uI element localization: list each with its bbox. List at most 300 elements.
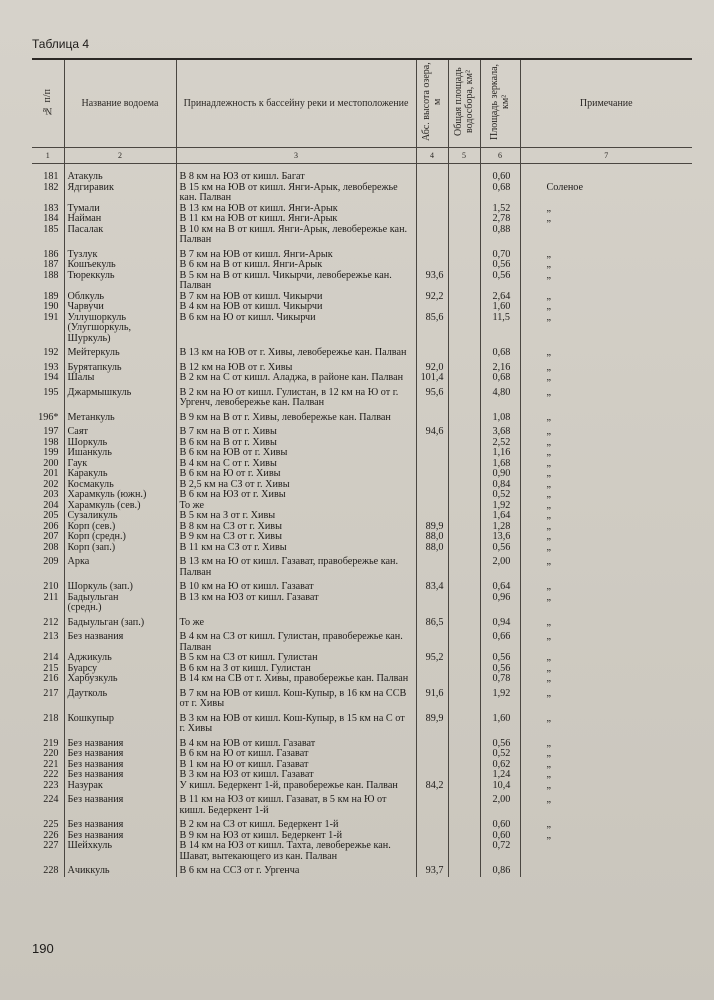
abs-height: 84,2: [416, 781, 448, 792]
abs-height: 95,6: [416, 384, 448, 409]
lake-name: Корп (зап.): [64, 543, 176, 554]
surface-area: 0,68: [480, 344, 520, 359]
abs-height: [416, 480, 448, 491]
abs-height: [416, 628, 448, 653]
location: В 11 км на ЮЗ от кишл. Газават, в 5 км на Ю от кишл. Бедеркент 1-й: [176, 791, 416, 816]
lake-name: Бурятапкуль: [64, 359, 176, 374]
table-row: [32, 164, 692, 183]
note: „: [520, 423, 692, 438]
location: В 6 км на Ю от г. Хивы: [176, 469, 416, 480]
catchment-area: [448, 578, 480, 593]
location: В 5 км на З от г. Хивы: [176, 511, 416, 522]
note: „: [520, 578, 692, 593]
header-area: Площадь зеркала, км²: [480, 59, 520, 148]
location: В 6 км на В от кишл. Янги-Арык: [176, 260, 416, 271]
abs-height: [416, 511, 448, 522]
lake-name: Шоркуль: [64, 438, 176, 449]
location: В 2,5 км на СЗ от г. Хивы: [176, 480, 416, 491]
table-row: [32, 614, 692, 629]
table-row: [32, 409, 692, 424]
surface-area: 3,68: [480, 423, 520, 438]
row-number: 209: [43, 556, 59, 567]
row-number: 204: [43, 499, 59, 511]
location: В 8 км на СЗ от г. Хивы: [176, 522, 416, 533]
row-number: 215: [43, 662, 59, 674]
abs-height: [416, 183, 448, 204]
lake-name: Тузлук: [64, 246, 176, 261]
location: В 9 км на СЗ от г. Хивы: [176, 532, 416, 543]
surface-area: 0,56: [480, 664, 520, 675]
surface-area: 1,60: [480, 710, 520, 735]
table-row: [32, 246, 692, 261]
catchment-area: [448, 831, 480, 842]
lake-name: Без названия: [64, 770, 176, 781]
row-number: 219: [43, 737, 59, 749]
abs-height: 91,6: [416, 685, 448, 710]
table-row: [32, 438, 692, 449]
note: „: [520, 359, 692, 374]
row-number: 191: [43, 311, 59, 323]
lake-name: Кошъекуль: [64, 260, 176, 271]
header-basin: Принадлежность к бассейну реки и местоположение: [176, 59, 416, 148]
lake-name: Арка: [64, 553, 176, 578]
surface-area: 0,60: [480, 816, 520, 831]
location: В 15 км на ЮВ от кишл. Янги-Арык, левобережье кан. Палван: [176, 183, 416, 204]
note: „: [520, 614, 692, 629]
catchment-area: [448, 791, 480, 816]
catchment-area: [448, 511, 480, 522]
catchment-area: [448, 344, 480, 359]
location: В 6 км на В от г. Хивы: [176, 438, 416, 449]
row-number: 206: [43, 520, 59, 532]
lake-name: Корп (средн.): [64, 532, 176, 543]
row-number: 221: [43, 758, 59, 770]
surface-area: 0,78: [480, 674, 520, 685]
lake-name: Аджикуль: [64, 653, 176, 664]
table-row: [32, 183, 692, 204]
catchment-area: [448, 614, 480, 629]
column-number: 4: [416, 148, 448, 164]
location: В 10 км на Ю от кишл. Газават: [176, 578, 416, 593]
page-number: 190: [32, 941, 54, 956]
note: „: [520, 749, 692, 760]
note: „: [520, 710, 692, 735]
row-number: 190: [43, 301, 59, 312]
table-caption: Таблица 4: [32, 37, 90, 51]
abs-height: [416, 344, 448, 359]
row-number: 208: [43, 541, 59, 553]
lake-name: Пасалак: [64, 225, 176, 246]
location: В 3 км на ЮВ от кишл. Кош-Купыр, в 15 км на С от г. Хивы: [176, 710, 416, 735]
table-row: [32, 313, 692, 345]
lake-name: Чарвучи: [64, 302, 176, 313]
table-row: [32, 770, 692, 781]
column-number: 6: [480, 148, 520, 164]
row-number: 195: [43, 386, 59, 398]
catchment-area: [448, 653, 480, 664]
surface-area: 0,84: [480, 480, 520, 491]
lake-name: Буарсу: [64, 664, 176, 675]
note: „: [520, 532, 692, 543]
note: „: [520, 448, 692, 459]
abs-height: [416, 760, 448, 771]
table-row: [32, 359, 692, 374]
location: В 4 км на С от г. Хивы: [176, 459, 416, 470]
row-number: 207: [43, 531, 59, 542]
abs-height: [416, 841, 448, 862]
lake-name: Ачиккуль: [64, 862, 176, 877]
abs-height: [416, 553, 448, 578]
catchment-area: [448, 423, 480, 438]
catchment-area: [448, 302, 480, 313]
catchment-area: [448, 448, 480, 459]
catchment-area: [448, 781, 480, 792]
catchment-area: [448, 532, 480, 543]
catchment-area: [448, 480, 480, 491]
note: [520, 164, 692, 183]
location: В 7 км на ЮВ от кишл. Янги-Арык: [176, 246, 416, 261]
note: „: [520, 653, 692, 664]
location: В 9 км на В от г. Хивы, левобережье кан. Палван: [176, 409, 416, 424]
surface-area: 0,56: [480, 260, 520, 271]
location: В 14 км на ЮЗ от кишл. Тахта, левобережье кан. Шават, вытекающего из кан. Палван: [176, 841, 416, 862]
location: В 1 км на Ю от кишл. Газават: [176, 760, 416, 771]
catchment-area: [448, 674, 480, 685]
surface-area: 10,4: [480, 781, 520, 792]
location: В 6 км на ЮВ от г. Хивы: [176, 448, 416, 459]
lake-name: Джармышкуль: [64, 384, 176, 409]
surface-area: 0,56: [480, 271, 520, 292]
abs-height: 92,0: [416, 359, 448, 374]
catchment-area: [448, 292, 480, 303]
lake-name: Найман: [64, 214, 176, 225]
abs-height: 85,6: [416, 313, 448, 345]
row-number: 181: [43, 171, 59, 182]
surface-area: 0,56: [480, 735, 520, 750]
lake-name: Без названия: [64, 735, 176, 750]
catchment-area: [448, 490, 480, 501]
column-number-row: [32, 148, 692, 164]
table-row: [32, 423, 692, 438]
table-row: [32, 674, 692, 685]
table-row: [32, 628, 692, 653]
row-number: 211: [43, 591, 59, 603]
abs-height: [416, 164, 448, 183]
abs-height: [416, 816, 448, 831]
lake-name: Кошкупыр: [64, 710, 176, 735]
surface-area: 1,52: [480, 204, 520, 215]
catchment-area: [448, 183, 480, 204]
abs-height: 89,9: [416, 522, 448, 533]
lake-name: Бадыульган (зап.): [64, 614, 176, 629]
lake-name: Каракуль: [64, 469, 176, 480]
note: „: [520, 553, 692, 578]
lake-name: Гаук: [64, 459, 176, 470]
surface-area: 0,72: [480, 841, 520, 862]
row-number: 216: [43, 673, 59, 684]
location: В 6 км на ССЗ от г. Ургенча: [176, 862, 416, 877]
abs-height: 88,0: [416, 532, 448, 543]
note: „: [520, 246, 692, 261]
column-number: 5: [448, 148, 480, 164]
lake-name: Харбузкуль: [64, 674, 176, 685]
row-number: 217: [43, 687, 59, 699]
surface-area: 0,96: [480, 593, 520, 614]
note: „: [520, 313, 692, 345]
catchment-area: [448, 816, 480, 831]
table-row: [32, 292, 692, 303]
row-number: 198: [43, 436, 59, 448]
note: „: [520, 480, 692, 491]
table-row: [32, 448, 692, 459]
catchment-area: [448, 359, 480, 374]
lake-name: Шалы: [64, 373, 176, 384]
table-row: [32, 459, 692, 470]
table-row: [32, 653, 692, 664]
table-row: [32, 214, 692, 225]
location: В 7 км на ЮВ от кишл. Чикырчи: [176, 292, 416, 303]
catchment-area: [448, 543, 480, 554]
location: В 14 км на СВ от г. Хивы, правобережье кан. Палван: [176, 674, 416, 685]
location: В 5 км на СЗ от кишл. Гулистан: [176, 653, 416, 664]
catchment-area: [448, 246, 480, 261]
catchment-area: [448, 770, 480, 781]
row-number: 227: [43, 840, 59, 851]
surface-area: 0,94: [480, 614, 520, 629]
catchment-area: [448, 271, 480, 292]
catchment-area: [448, 685, 480, 710]
lake-name: Шейхкуль: [64, 841, 176, 862]
catchment-area: [448, 664, 480, 675]
row-number: 212: [43, 616, 59, 628]
abs-height: [416, 735, 448, 750]
table-row: [32, 511, 692, 522]
note: „: [520, 409, 692, 424]
row-number: 185: [43, 223, 59, 235]
location: В 6 км на Ю от кишл. Газават: [176, 749, 416, 760]
abs-height: [416, 302, 448, 313]
abs-height: [416, 225, 448, 246]
surface-area: 0,56: [480, 653, 520, 664]
catchment-area: [448, 593, 480, 614]
table-row: [32, 271, 692, 292]
header-notes: Примечание: [520, 59, 692, 148]
table-row: [32, 501, 692, 512]
row-number: 188: [43, 269, 59, 281]
note: „: [520, 735, 692, 750]
table-row: [32, 469, 692, 480]
catchment-area: [448, 459, 480, 470]
surface-area: 0,68: [480, 373, 520, 384]
note: „: [520, 501, 692, 512]
catchment-area: [448, 760, 480, 771]
table-header: [32, 59, 692, 164]
location: В 6 км на Ю от кишл. Чикырчи: [176, 313, 416, 345]
header-no: № п/п: [32, 59, 64, 148]
lake-name: Саят: [64, 423, 176, 438]
row-number: 224: [43, 794, 59, 805]
note: [520, 841, 692, 862]
row-number: 186: [43, 248, 59, 260]
location: В 11 км на ЮВ от кишл. Янги-Арык: [176, 214, 416, 225]
table-row: [32, 490, 692, 501]
surface-area: 0,52: [480, 749, 520, 760]
abs-height: [416, 260, 448, 271]
location: В 6 км на ЮЗ от г. Хивы: [176, 490, 416, 501]
surface-area: 2,78: [480, 214, 520, 225]
location: В 9 км на ЮЗ от кишл. Бедеркент 1-й: [176, 831, 416, 842]
abs-height: [416, 770, 448, 781]
row-number: 222: [43, 769, 59, 780]
row-number: 193: [43, 361, 59, 373]
abs-height: 93,7: [416, 862, 448, 877]
lake-name: Уллушоркуль (Улугшоркуль, Шуркуль): [64, 313, 176, 345]
location: То же: [176, 614, 416, 629]
note: „: [520, 543, 692, 554]
surface-area: 13,6: [480, 532, 520, 543]
note: „: [520, 791, 692, 816]
note: „: [520, 292, 692, 303]
surface-area: 1,68: [480, 459, 520, 470]
surface-area: 1,08: [480, 409, 520, 424]
table-row: [32, 522, 692, 533]
catchment-area: [448, 749, 480, 760]
note: Соленое: [520, 183, 692, 204]
lakes-table: [32, 58, 692, 877]
row-number: 218: [43, 712, 59, 724]
surface-area: 0,70: [480, 246, 520, 261]
row-number: 214: [43, 652, 59, 663]
row-number: 187: [43, 259, 59, 270]
row-number: 213: [43, 631, 59, 642]
row-number: 197: [43, 426, 59, 437]
surface-area: 1,16: [480, 448, 520, 459]
surface-area: 0,60: [480, 831, 520, 842]
table-row: [32, 791, 692, 816]
lake-name: Шоркуль (зап.): [64, 578, 176, 593]
row-number: 200: [43, 457, 59, 469]
catchment-area: [448, 710, 480, 735]
note: „: [520, 344, 692, 359]
lake-name: Бадыульган (средн.): [64, 593, 176, 614]
table-body: [32, 164, 692, 877]
abs-height: [416, 674, 448, 685]
table-row: [32, 225, 692, 246]
table-row: [32, 841, 692, 862]
catchment-area: [448, 214, 480, 225]
surface-area: 0,66: [480, 628, 520, 653]
lake-name: Космакуль: [64, 480, 176, 491]
table-row: [32, 302, 692, 313]
note: „: [520, 271, 692, 292]
abs-height: [416, 749, 448, 760]
catchment-area: [448, 384, 480, 409]
table-row: [32, 260, 692, 271]
row-number: 225: [43, 819, 59, 830]
location: В 3 км на ЮЗ от кишл. Газават: [176, 770, 416, 781]
note: „: [520, 760, 692, 771]
table-row: [32, 735, 692, 750]
surface-area: 2,16: [480, 359, 520, 374]
location: В 7 км на ЮВ от кишл. Кош-Купыр, в 16 км на ССВ от г. Хивы: [176, 685, 416, 710]
column-number: 3: [176, 148, 416, 164]
note: „: [520, 302, 692, 313]
lake-name: Сузаликуль: [64, 511, 176, 522]
location: В 2 км на СЗ от кишл. Бедеркент 1-й: [176, 816, 416, 831]
table-row: [32, 344, 692, 359]
row-number: 184: [43, 213, 59, 224]
abs-height: [416, 204, 448, 215]
note: „: [520, 373, 692, 384]
column-number: 2: [64, 148, 176, 164]
abs-height: 83,4: [416, 578, 448, 593]
abs-height: [416, 438, 448, 449]
table-row: [32, 781, 692, 792]
header-height: Абс. высота озера, м: [416, 59, 448, 148]
lake-name: Метанкуль: [64, 409, 176, 424]
location: В 4 км на СЗ от кишл. Гулистан, правобережье кан. Палван: [176, 628, 416, 653]
lake-name: Назурак: [64, 781, 176, 792]
table-row: [32, 593, 692, 614]
abs-height: [416, 593, 448, 614]
note: „: [520, 522, 692, 533]
abs-height: [416, 664, 448, 675]
table-row: [32, 710, 692, 735]
note: „: [520, 384, 692, 409]
catchment-area: [448, 522, 480, 533]
note: „: [520, 204, 692, 215]
note: „: [520, 628, 692, 653]
abs-height: 89,9: [416, 710, 448, 735]
location: В 5 км на В от кишл. Чикырчи, левобережье кан. Палван: [176, 271, 416, 292]
location: В 7 км на В от г. Хивы: [176, 423, 416, 438]
catchment-area: [448, 841, 480, 862]
column-number: 7: [520, 148, 692, 164]
surface-area: 0,86: [480, 862, 520, 877]
abs-height: [416, 459, 448, 470]
surface-area: 1,60: [480, 302, 520, 313]
column-number: 1: [32, 148, 64, 164]
lake-name: Корп (сев.): [64, 522, 176, 533]
lake-name: Тумали: [64, 204, 176, 215]
header-catchment: Общая площадь водосбора, км²: [448, 59, 480, 148]
lake-name: Атакуль: [64, 164, 176, 183]
table-row: [32, 578, 692, 593]
catchment-area: [448, 438, 480, 449]
lake-name: Даутколь: [64, 685, 176, 710]
note: „: [520, 831, 692, 842]
abs-height: [416, 246, 448, 261]
location: В 11 км на СЗ от г. Хивы: [176, 543, 416, 554]
row-number: 226: [43, 829, 59, 841]
lake-name: Харамкуль (южн.): [64, 490, 176, 501]
surface-area: 1,64: [480, 511, 520, 522]
catchment-area: [448, 553, 480, 578]
table-row: [32, 553, 692, 578]
table-row: [32, 862, 692, 877]
lake-name: Тюреккуль: [64, 271, 176, 292]
abs-height: [416, 214, 448, 225]
location: В 13 км на ЮВ от г. Хивы, левобережье кан. Палван: [176, 344, 416, 359]
catchment-area: [448, 469, 480, 480]
catchment-area: [448, 225, 480, 246]
abs-height: [416, 469, 448, 480]
row-number: 183: [43, 202, 59, 214]
table-row: [32, 816, 692, 831]
table-row: [32, 373, 692, 384]
row-number: 203: [43, 489, 59, 500]
table-row: [32, 543, 692, 554]
